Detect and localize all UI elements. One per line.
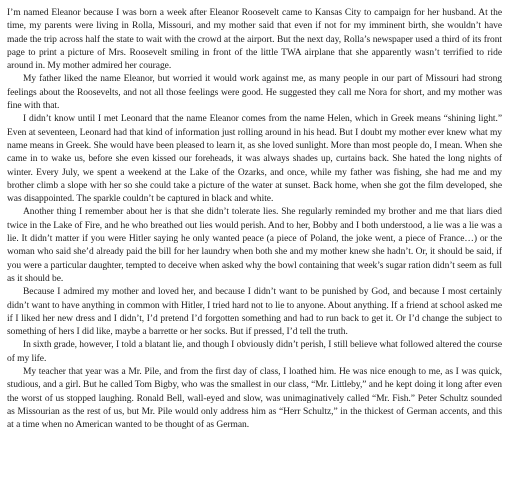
paragraph-2: My father liked the name Eleanor, but worried it would work against me, as many people in our part of Missouri had strong feelings about the Roosevelts, and not all those feelings were good. He suggested they call me Nora for short, and my mother was fine with that. bbox=[7, 74, 502, 112]
paragraph-6: In sixth grade, however, I told a blatant lie, and though I obviously didn’t perish, I still believe what followed altered the course of my life. bbox=[7, 340, 502, 364]
paragraph-4: Another thing I remember about her is that she didn’t tolerate lies. She regularly reminded my brother and me that liars died twice in the Lake of Fire, and he who breathed out lies would perish. And to her, Bobby and I both understood, a lie was a lie was a lie. It didn’t matter if you were Hitler saying he only wanted peace (a piece of Poland, the joke went, a piece of France…) or the woman who said she’d already paid the bill for her laundry when both she and my mother knew she hadn’t. Or, it should be said, if you were a particular daughter, tempted to deceive when asked why the bowl containing that week’s sugar ration didn’t seem as full as it should be. bbox=[7, 207, 502, 284]
paragraph-1: I’m named Eleanor because I was born a week after Eleanor Roosevelt came to Kansas City to campaign for her husband. At the time, my parents were living in Rolla, Missouri, and my mother said that even if not for my imminent birth, she wouldn’t have made the trip across half the state to wait with the crowd at the airport. But the next day, Rolla’s newspaper used a third of its front page to print a picture of Mrs. Roosevelt smiling in front of the little TWA airplane that she apparently wasn’t terrified to ride around in. My mother admired her courage. bbox=[7, 8, 502, 72]
paragraph-5: Because I admired my mother and loved her, and because I didn’t want to be punished by God, and because I most certainly didn’t want to have anything in common with Hitler, I tried hard not to lie to anyone. About anything. If a friend at school asked me if I liked her new dress and I didn’t, I’d pretend I’d forgotten something and had to run back to get it. Or I’d change the subject to something of hers I did like, maybe a barrette or her socks. But if pressed, I’d tell the truth. bbox=[7, 287, 502, 338]
document-page bbox=[7, 7, 502, 489]
paragraph-7: My teacher that year was a Mr. Pile, and from the first day of class, I loathed him. He was nice enough to me, as I was quick, studious, and a girl. But he called Tom Bigby, who was the smallest in our class, “Mr. Littleby,” and he kept doing it long after even the worst of us stopped laughing. Ronald Bell, wall-eyed and slow, was unimaginatively called “Mr. Fish.” Peter Schultz sounded as Missourian as the rest of us, but Mr. Pile would only address him as “Herr Schultz,” in the thickest of German accents, and this at a time when no American wanted to be thought of as German. bbox=[7, 367, 502, 431]
paragraph-3: I didn’t know until I met Leonard that the name Eleanor comes from the name Helen, which in Greek means “shining light.” Even at seventeen, Leonard had that kind of information just rolling around in his head. But I doubt my mother ever knew what my name means in Greek. She would have been pleased to learn it, as she loved sunlight. More than most people do, I mean. When she came in to wake us, before she even kissed our foreheads, it was always shades up, curtains back. She hated the long nights of winter. Every July, we spent a weekend at the Lake of the Ozarks, and once, while my father was fishing, she had me and my brother climb a slope with her so she could take a picture of the water at sunset. Back home, when she got the film developed, she was disappointed. The sparkle couldn’t be captured in black and white. bbox=[7, 114, 502, 205]
